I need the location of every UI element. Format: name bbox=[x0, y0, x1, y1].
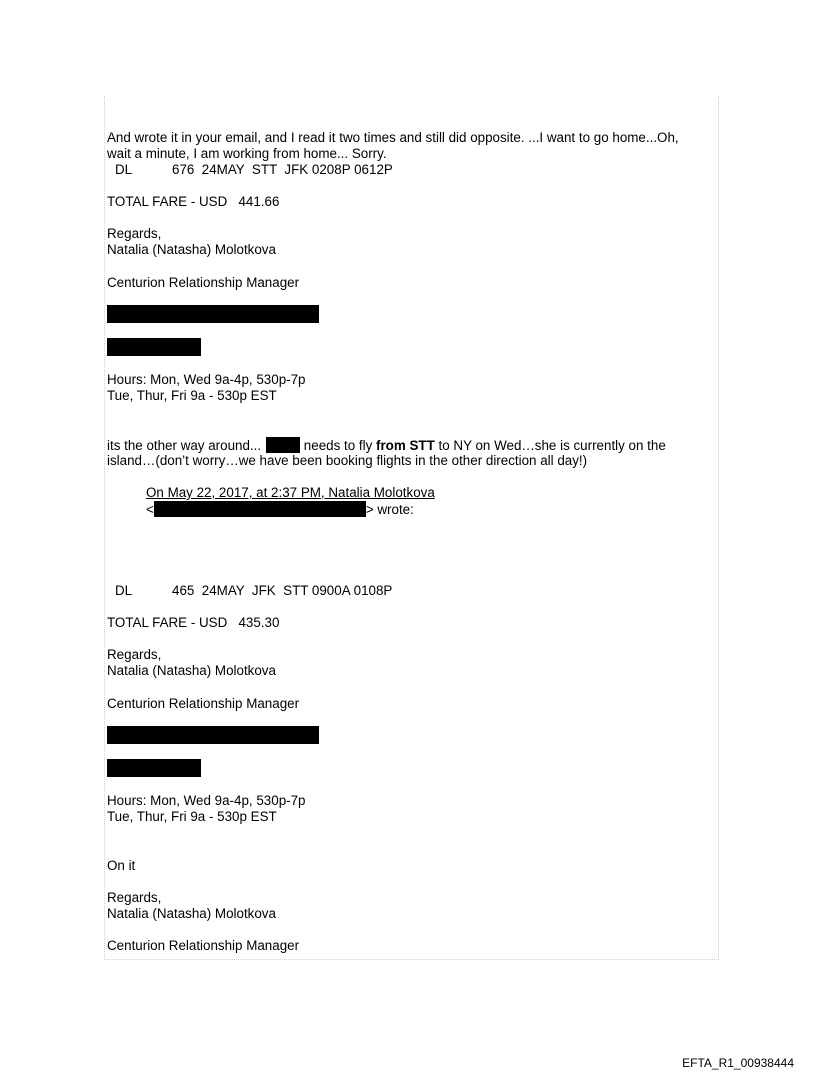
body-line: On it bbox=[107, 858, 136, 873]
redaction-bar bbox=[107, 338, 201, 356]
sender-name: Natalia (Natasha) Molotkova bbox=[107, 242, 276, 257]
fare-line: TOTAL FARE - USD 441.66 bbox=[107, 194, 280, 209]
sender-title: Centurion Relationship Manager bbox=[107, 275, 300, 290]
redaction-bar bbox=[107, 305, 319, 323]
quote-header: On May 22, 2017, at 2:37 PM, Natalia Molotkova bbox=[146, 485, 435, 500]
redaction-bar bbox=[107, 759, 201, 777]
reply-text: to NY on Wed…she is currently on the bbox=[434, 438, 666, 453]
document-id: EFTA_R1_00938444 bbox=[682, 1056, 794, 1070]
wrote-text: > wrote: bbox=[365, 502, 414, 517]
regards: Regards, bbox=[107, 226, 162, 241]
sender-title: Centurion Relationship Manager bbox=[107, 696, 300, 711]
sender-title: Centurion Relationship Manager bbox=[107, 938, 300, 953]
regards: Regards, bbox=[107, 647, 162, 662]
hours-line: Tue, Thur, Fri 9a - 530p EST bbox=[107, 809, 277, 824]
flight-carrier: DL bbox=[115, 162, 133, 177]
reply-text: needs to fly bbox=[300, 438, 377, 453]
sender-name: Natalia (Natasha) Molotkova bbox=[107, 906, 276, 921]
regards: Regards, bbox=[107, 890, 162, 905]
flight-details: 465 24MAY JFK STT 0900A 0108P bbox=[172, 583, 393, 598]
flight-line bbox=[107, 162, 393, 177]
flight-details: 676 24MAY STT JFK 0208P 0612P bbox=[172, 162, 393, 177]
reply-bold-text: from STT bbox=[376, 438, 435, 453]
quote-header-email bbox=[146, 501, 414, 517]
flight-carrier: DL bbox=[115, 583, 133, 598]
reply-line: island…(don’t worry…we have been booking flights in the other direction all day!) bbox=[107, 453, 588, 468]
reply-text: its the other way around... bbox=[107, 438, 262, 453]
hours-line: Hours: Mon, Wed 9a-4p, 530p-7p bbox=[107, 793, 306, 808]
redaction-bar bbox=[154, 501, 366, 517]
bracket-open: < bbox=[146, 502, 154, 517]
flight-line bbox=[107, 583, 392, 598]
reply-line bbox=[107, 437, 666, 453]
redaction-bar bbox=[266, 437, 300, 453]
body-line: And wrote it in your email, and I read it two times and still did opposite. ...I want to go home...Oh, bbox=[107, 130, 679, 145]
email-frame bbox=[104, 96, 719, 960]
hours-line: Hours: Mon, Wed 9a-4p, 530p-7p bbox=[107, 372, 306, 387]
sender-name: Natalia (Natasha) Molotkova bbox=[107, 663, 276, 678]
body-line: wait a minute, I am working from home... Sorry. bbox=[107, 146, 387, 161]
redaction-bar bbox=[107, 726, 319, 744]
hours-line: Tue, Thur, Fri 9a - 530p EST bbox=[107, 388, 277, 403]
fare-line: TOTAL FARE - USD 435.30 bbox=[107, 615, 280, 630]
